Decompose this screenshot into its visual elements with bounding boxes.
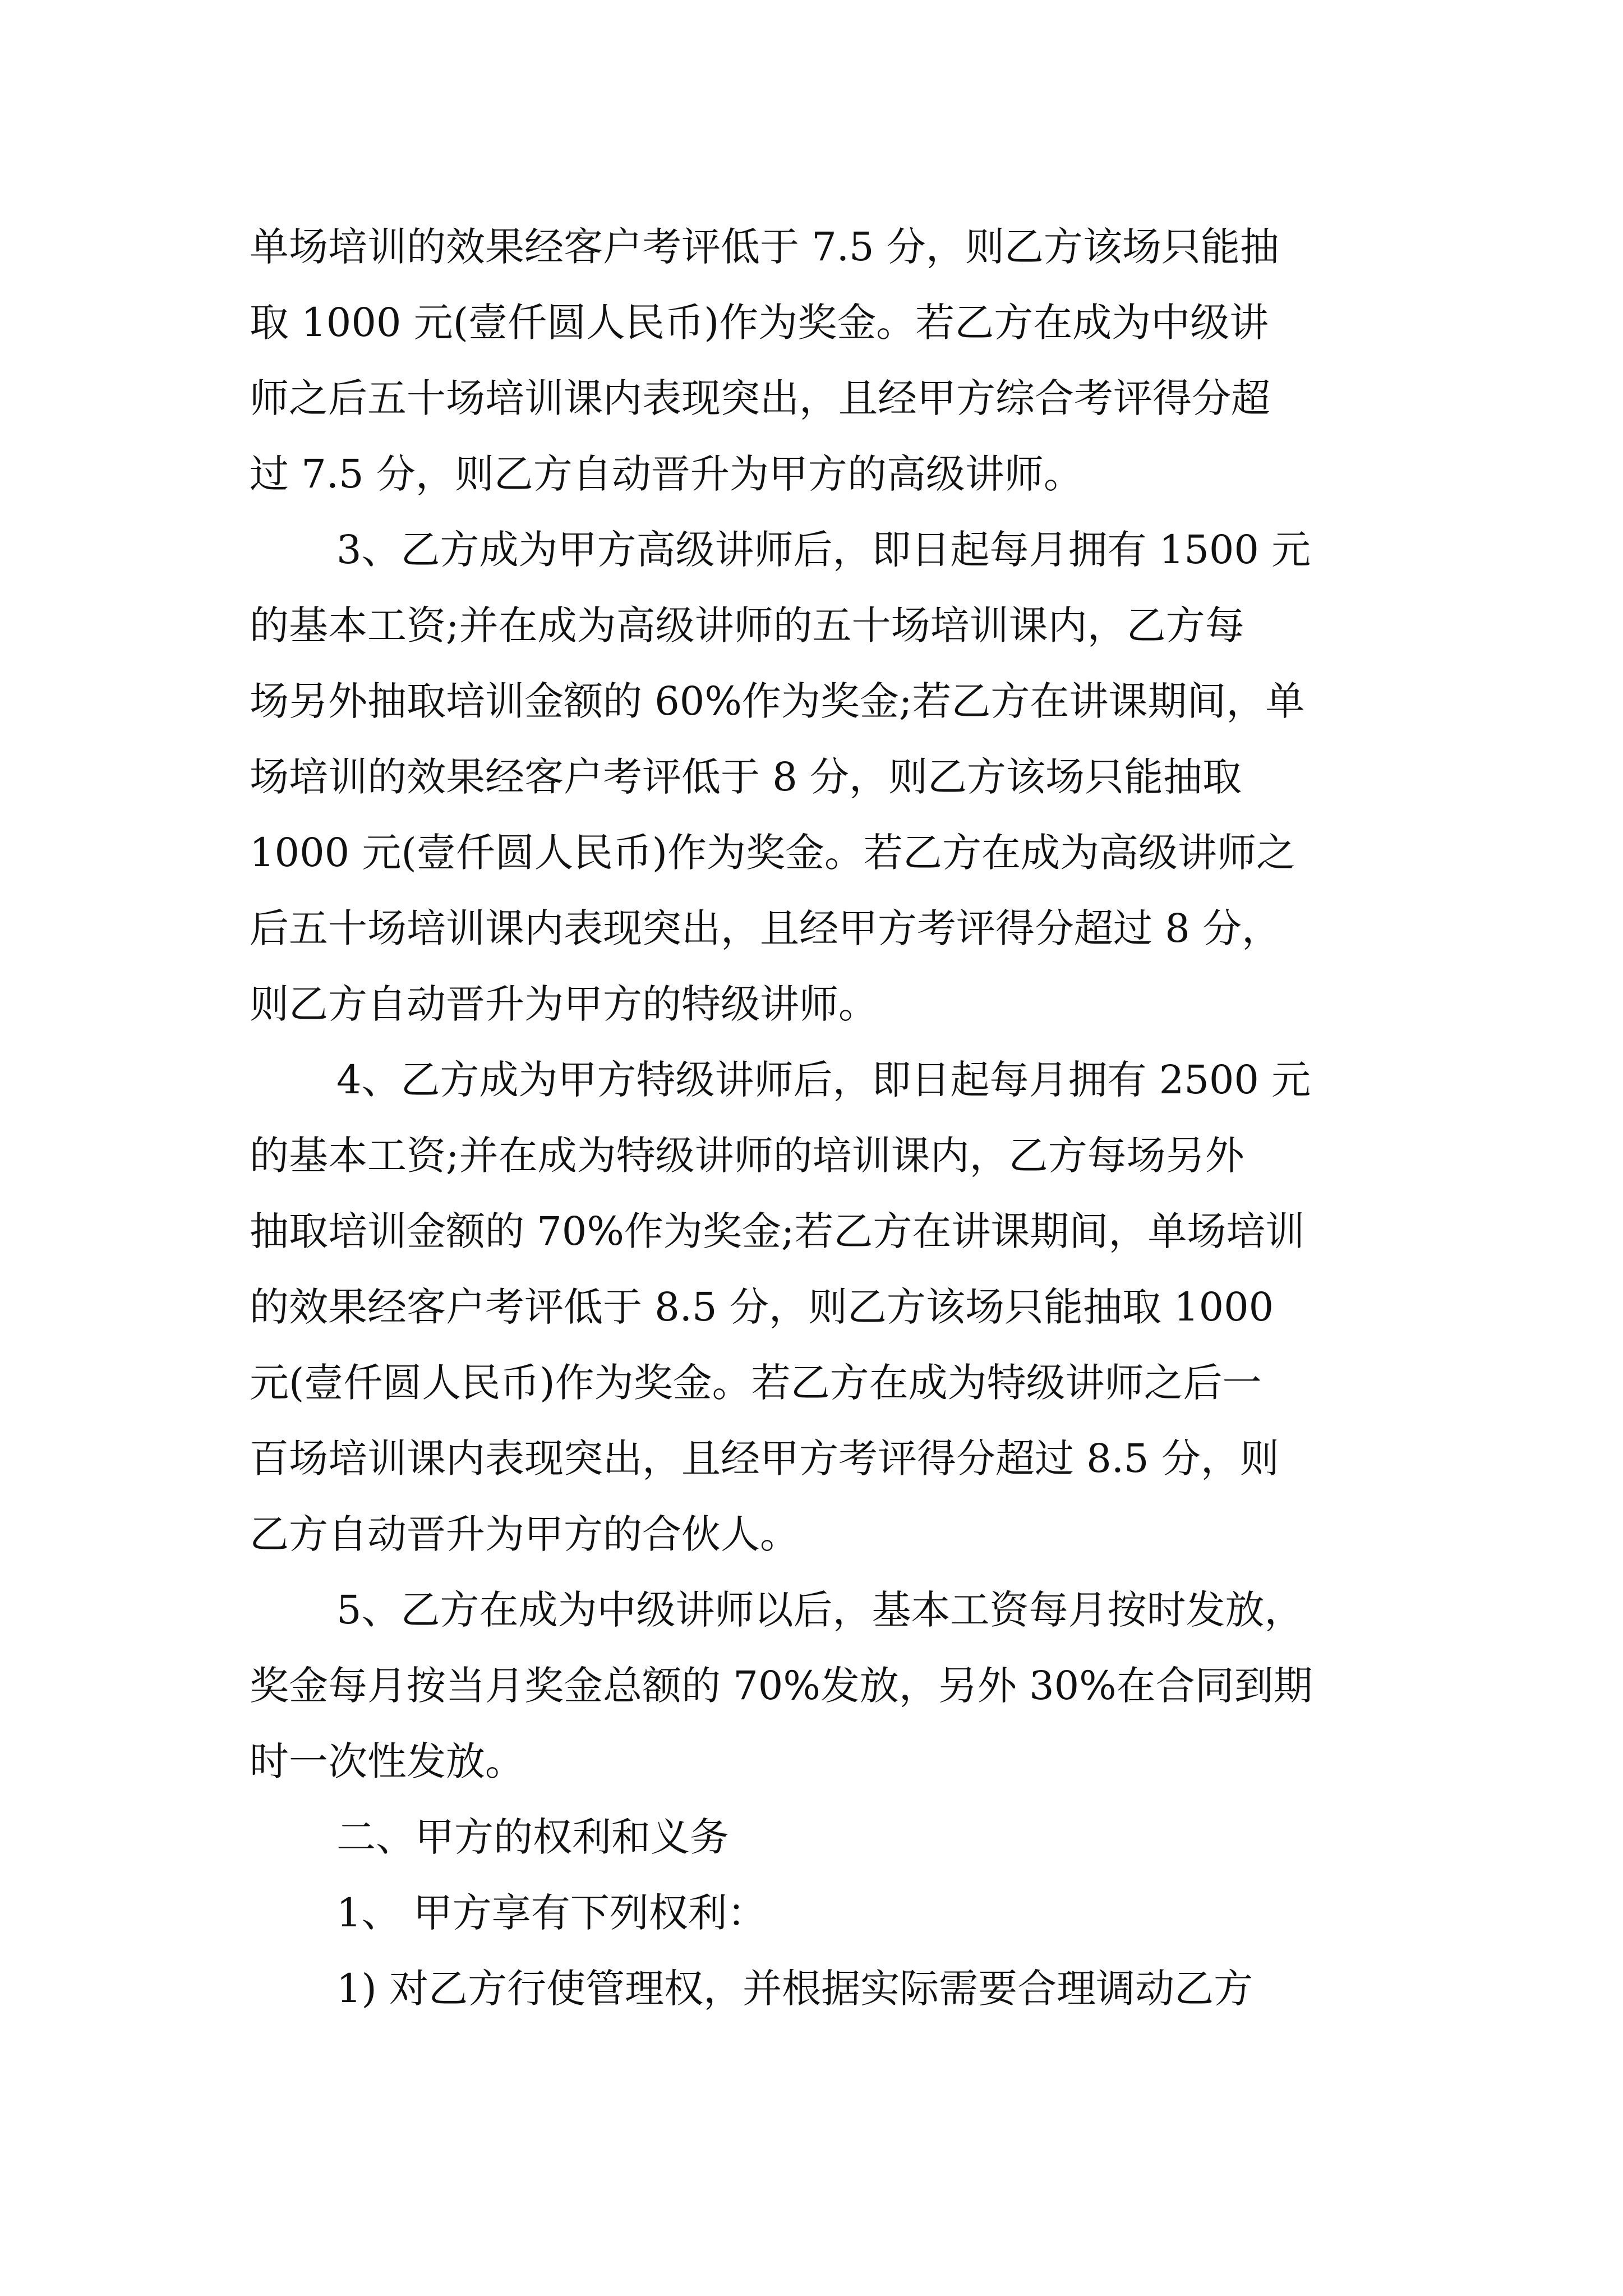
text-line: 场另外抽取培训金额的 60%作为奖金;若乙方在讲课期间，单 (250, 678, 1305, 724)
clause-4-start: 4、乙方成为甲方特级讲师后，即日起每月拥有 2500 元 (336, 1057, 1311, 1103)
text-line: 时一次性发放。 (250, 1738, 524, 1784)
subsection-heading: 1、 甲方享有下列权利： (336, 1890, 767, 1936)
text-line: 的基本工资;并在成为高级讲师的五十场培训课内，乙方每 (250, 602, 1244, 648)
section-heading: 二、甲方的权利和义务 (336, 1814, 729, 1860)
text-line: 取 1000 元(壹仟圆人民币)作为奖金。若乙方在成为中级讲 (250, 300, 1269, 346)
text-line: 奖金每月按当月奖金总额的 70%发放，另外 30%在合同到期 (250, 1663, 1313, 1709)
text-line: 抽取培训金额的 70%作为奖金;若乙方在讲课期间，单场培训 (250, 1208, 1305, 1254)
text-line: 的基本工资;并在成为特级讲师的培训课内，乙方每场另外 (250, 1133, 1244, 1179)
text-line: 场培训的效果经客户考评低于 8 分，则乙方该场只能抽取 (250, 754, 1242, 800)
text-line: 单场培训的效果经客户考评低于 7.5 分，则乙方该场只能抽 (250, 224, 1279, 270)
text-line: 的效果经客户考评低于 8.5 分，则乙方该场只能抽取 1000 (250, 1284, 1274, 1330)
text-line: 元(壹仟圆人民币)作为奖金。若乙方在成为特级讲师之后一 (250, 1360, 1262, 1406)
text-line: 则乙方自动晋升为甲方的特级讲师。 (250, 981, 878, 1027)
text-line: 乙方自动晋升为甲方的合伙人。 (250, 1511, 799, 1557)
text-line: 师之后五十场培训课内表现突出，且经甲方综合考评得分超 (250, 375, 1270, 421)
list-item: 1) 对乙方行使管理权，并根据实际需要合理调动乙方 (336, 1966, 1253, 2012)
text-line: 后五十场培训课内表现突出，且经甲方考评得分超过 8 分， (250, 905, 1281, 951)
text-line: 1000 元(壹仟圆人民币)作为奖金。若乙方在成为高级讲师之 (250, 830, 1296, 876)
clause-3-start: 3、乙方成为甲方高级讲师后，即日起每月拥有 1500 元 (336, 527, 1311, 573)
text-line: 百场培训课内表现突出，且经甲方考评得分超过 8.5 分，则 (250, 1435, 1279, 1481)
clause-5-start: 5、乙方在成为中级讲师以后，基本工资每月按时发放， (336, 1587, 1304, 1633)
text-line: 过 7.5 分，则乙方自动晋升为甲方的高级讲师。 (250, 451, 1083, 497)
